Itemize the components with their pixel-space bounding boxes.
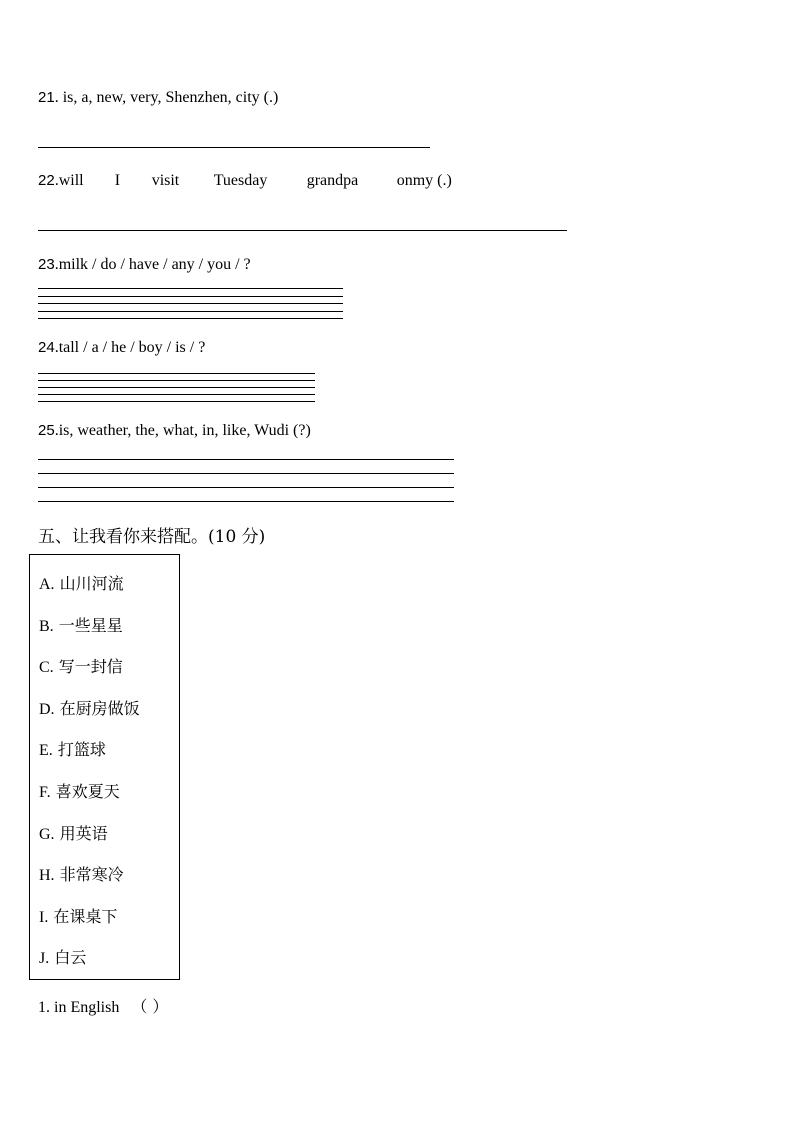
answer-line[interactable] (38, 303, 343, 304)
question-number: 22 (38, 172, 55, 189)
word: Tuesday (213, 172, 268, 189)
option-e (39, 737, 106, 760)
question-24 (38, 338, 205, 358)
question-number: 21 (38, 89, 55, 106)
question-text: .is, weather, the, what, in, like, Wudi (?) (54, 422, 311, 439)
answer-line[interactable] (38, 401, 315, 402)
answer-line[interactable] (38, 230, 567, 231)
option-letter: C. (39, 659, 54, 676)
answer-line[interactable] (38, 459, 454, 460)
word: visit (151, 172, 180, 189)
option-letter: B. (39, 618, 54, 635)
answer-line[interactable] (38, 147, 430, 148)
option-text: 打篮球 (57, 740, 106, 759)
option-letter: H. (39, 867, 55, 884)
option-text: 非常寒冷 (59, 865, 124, 884)
question-21 (38, 88, 278, 108)
option-text: 写一封信 (58, 657, 123, 676)
option-a (39, 571, 124, 594)
answer-line[interactable] (38, 473, 454, 474)
match-item-1 (38, 994, 168, 1017)
word: I (114, 172, 121, 189)
answer-line[interactable] (38, 487, 454, 488)
option-b (39, 613, 123, 636)
option-text: 山川河流 (59, 574, 124, 593)
answer-line[interactable] (38, 288, 343, 289)
option-letter: A. (39, 576, 55, 593)
option-text: 在厨房做饭 (59, 699, 140, 718)
question-text: .milk / do / have / any / you / ? (54, 256, 251, 273)
question-text: . is, a, new, very, Shenzhen, city (.) (54, 89, 279, 106)
option-j (39, 945, 86, 968)
question-22 (38, 171, 452, 191)
question-number: 23 (38, 256, 55, 273)
answer-line[interactable] (38, 318, 343, 319)
answer-line[interactable] (38, 373, 315, 374)
option-f (39, 779, 120, 802)
option-text: 在课桌下 (53, 907, 118, 926)
answer-line[interactable] (38, 394, 315, 395)
option-letter: F. (39, 784, 51, 801)
match-label: 1. in English (38, 999, 120, 1016)
answer-line[interactable] (38, 311, 343, 312)
options-box (29, 554, 180, 980)
option-letter: J. (39, 950, 50, 967)
option-text: 用英语 (59, 824, 108, 843)
word: grandpa (306, 172, 359, 189)
word: .will (54, 172, 84, 189)
option-d (39, 696, 140, 719)
option-g (39, 821, 108, 844)
option-text: 一些星星 (58, 616, 123, 635)
section-title: 五、让我看你来搭配。(10 分) (38, 527, 266, 547)
option-h (39, 862, 124, 885)
answer-line[interactable] (38, 296, 343, 297)
option-letter: D. (39, 701, 55, 718)
answer-line[interactable] (38, 501, 454, 502)
question-number: 24 (38, 339, 55, 356)
option-letter: G. (39, 826, 55, 843)
answer-line[interactable] (38, 380, 315, 381)
option-c (39, 654, 123, 677)
answer-line[interactable] (38, 387, 315, 388)
option-text: 喜欢夏天 (55, 782, 120, 801)
word: onmy (.) (396, 172, 452, 189)
question-number: 25 (38, 422, 55, 439)
option-letter: I. (39, 909, 49, 926)
option-i (39, 904, 117, 927)
option-letter: E. (39, 742, 53, 759)
question-25 (38, 421, 311, 441)
question-text: .tall / a / he / boy / is / ? (54, 339, 206, 356)
option-text: 白云 (54, 948, 87, 967)
question-23 (38, 255, 251, 275)
answer-blank[interactable]: （ ） (131, 997, 169, 1016)
